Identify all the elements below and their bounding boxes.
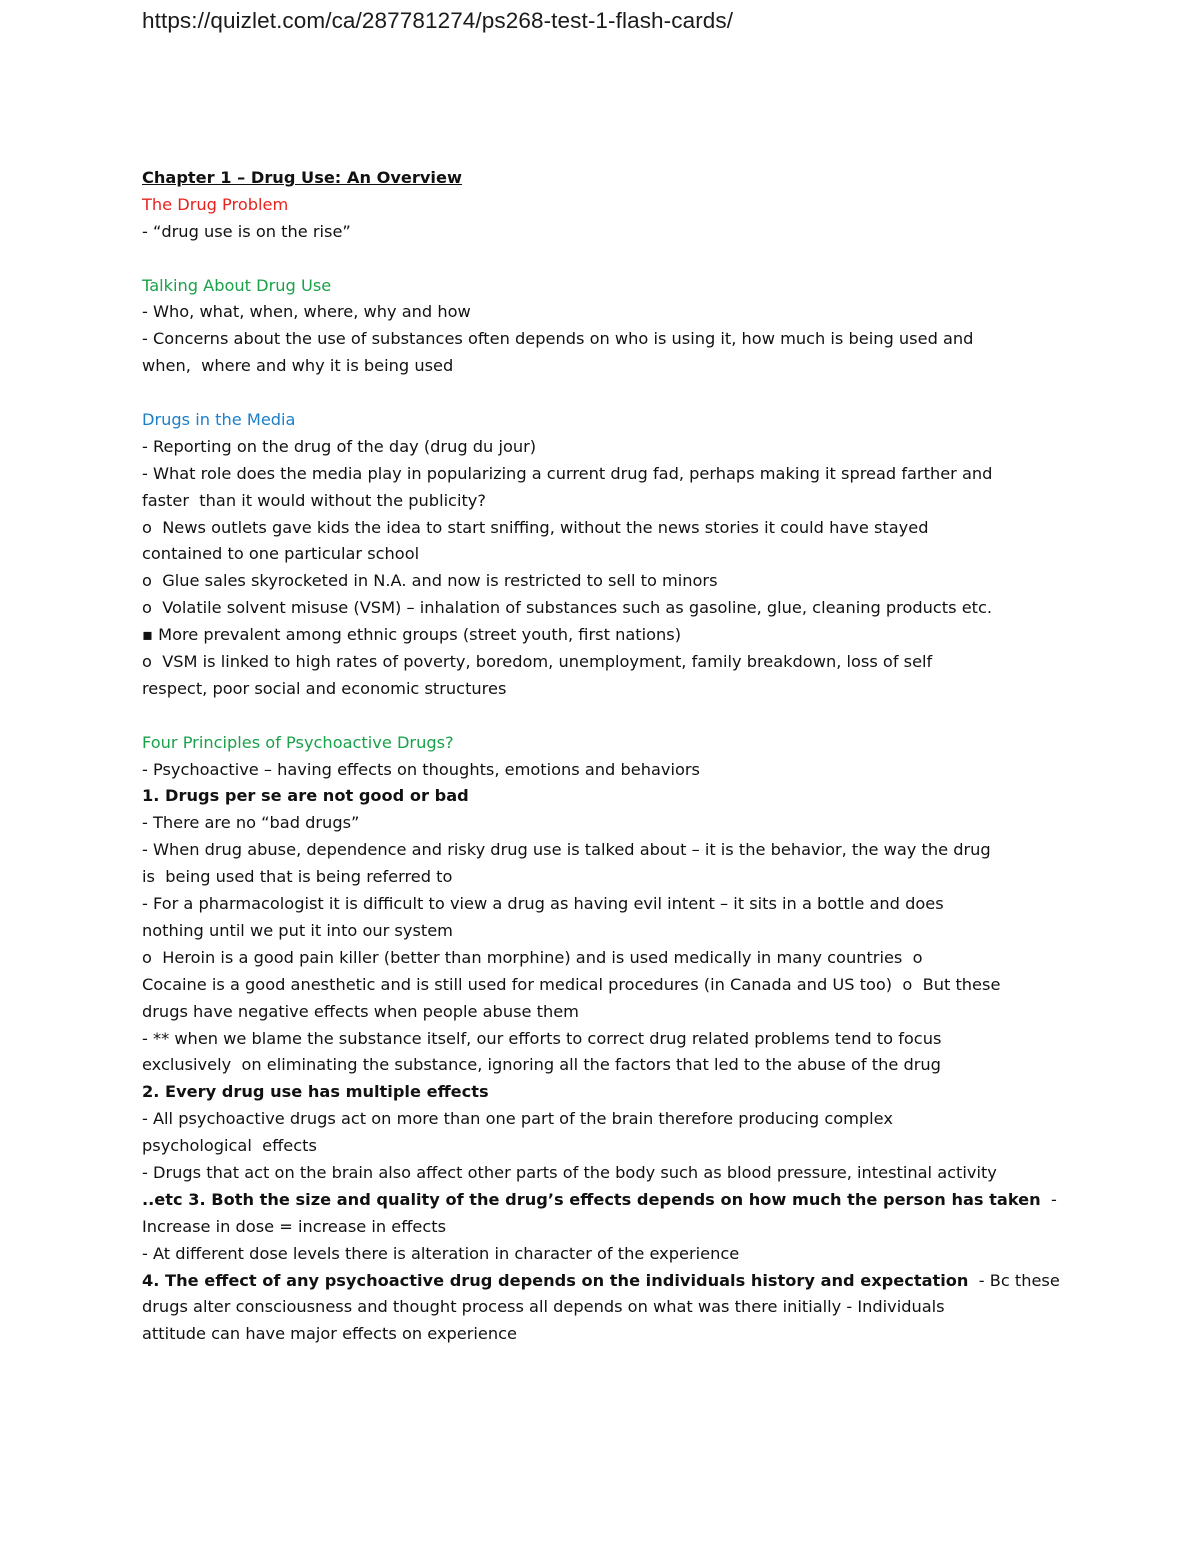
principle-3-title: 3. Both the size and quality of the drug’s effects depends on how much the person has taken (188, 1189, 1041, 1209)
body-line: when, where and why it is being used (142, 356, 454, 376)
body-line: - What role does the media play in popularizing a current drug fad, perhaps making it spread farther and (142, 463, 993, 483)
body-line: attitude can have major effects on experience (142, 1324, 517, 1344)
body-line: exclusively on eliminating the substance, ignoring all the factors that led to the abuse of the drug (142, 1055, 941, 1075)
body-line: faster than it would without the publicity? (142, 490, 486, 510)
heading-drugs-in-media: Drugs in the Media (142, 410, 296, 430)
principle-3-line (142, 1187, 1067, 1214)
bullet-line: Cocaine is a good anesthetic and is still used for medical procedures (in Canada and US too) o But these (142, 974, 1001, 994)
sub-bullet-line: ▪ More prevalent among ethnic groups (street youth, first nations) (142, 625, 682, 645)
body-line: - Who, what, when, where, why and how (142, 302, 471, 322)
bullet-line: o Heroin is a good pain killer (better than morphine) and is used medically in many countries o (142, 947, 923, 967)
body-line: - For a pharmacologist it is difficult to view a drug as having evil intent – it sits in a bottle and does (142, 894, 944, 914)
heading-drug-problem: The Drug Problem (142, 194, 289, 214)
body-line: Increase in dose = increase in effects (142, 1216, 447, 1236)
principle-1-title: 1. Drugs per se are not good or bad (142, 786, 469, 806)
bullet-line: o News outlets gave kids the idea to start sniffing, without the news stories it could have stayed (142, 517, 929, 537)
body-line: - “drug use is on the rise” (142, 221, 351, 241)
body-line: - There are no “bad drugs” (142, 813, 360, 833)
bullet-line: o VSM is linked to high rates of poverty, boredom, unemployment, family breakdown, loss of self (142, 652, 933, 672)
body-line: psychological effects (142, 1136, 317, 1156)
chapter-title: Chapter 1 – Drug Use: An Overview (142, 168, 462, 187)
principle-2-title: 2. Every drug use has multiple effects (142, 1082, 489, 1102)
body-line: drugs have negative effects when people abuse them (142, 1001, 579, 1021)
principle-4-suffix: - Bc these (968, 1270, 1060, 1290)
body-line: - Reporting on the drug of the day (drug du jour) (142, 436, 537, 456)
heading-four-principles: Four Principles of Psychoactive Drugs? (142, 732, 454, 752)
body-line: respect, poor social and economic structures (142, 678, 507, 698)
bullet-line: o Volatile solvent misuse (VSM) – inhalation of substances such as gasoline, glue, cleaning products etc. (142, 598, 993, 618)
body-line: - ** when we blame the substance itself, our efforts to correct drug related problems tend to focus (142, 1028, 942, 1048)
body-line: - Psychoactive – having effects on thoughts, emotions and behaviors (142, 759, 700, 779)
principle-4-title: 4. The effect of any psychoactive drug depends on the individuals history and expectation (142, 1270, 969, 1290)
source-url: https://quizlet.com/ca/287781274/ps268-test-1-flash-cards/ (142, 8, 734, 33)
body-line: - When drug abuse, dependence and risky drug use is talked about – it is the behavior, the way the drug (142, 840, 991, 860)
body-line: - At different dose levels there is alteration in character of the experience (142, 1243, 740, 1263)
body-line: nothing until we put it into our system (142, 920, 453, 940)
body-line: contained to one particular school (142, 544, 420, 564)
principle-4-line (142, 1268, 1067, 1295)
body-line: is being used that is being referred to (142, 867, 453, 887)
principle-3-prefix: ..etc (142, 1189, 189, 1209)
heading-talking-about-drug-use: Talking About Drug Use (142, 275, 332, 295)
body-line: drugs alter consciousness and thought process all depends on what was there initially - Individuals (142, 1297, 945, 1317)
body-line: - Concerns about the use of substances often depends on who is using it, how much is being used and (142, 329, 974, 349)
document-body (142, 165, 1067, 1348)
principle-3-suffix: - (1040, 1189, 1057, 1209)
body-line: - Drugs that act on the brain also affect other parts of the body such as blood pressure, intestinal activity (142, 1162, 997, 1182)
body-line: - All psychoactive drugs act on more than one part of the brain therefore producing complex (142, 1109, 893, 1129)
bullet-line: o Glue sales skyrocketed in N.A. and now is restricted to sell to minors (142, 571, 718, 591)
